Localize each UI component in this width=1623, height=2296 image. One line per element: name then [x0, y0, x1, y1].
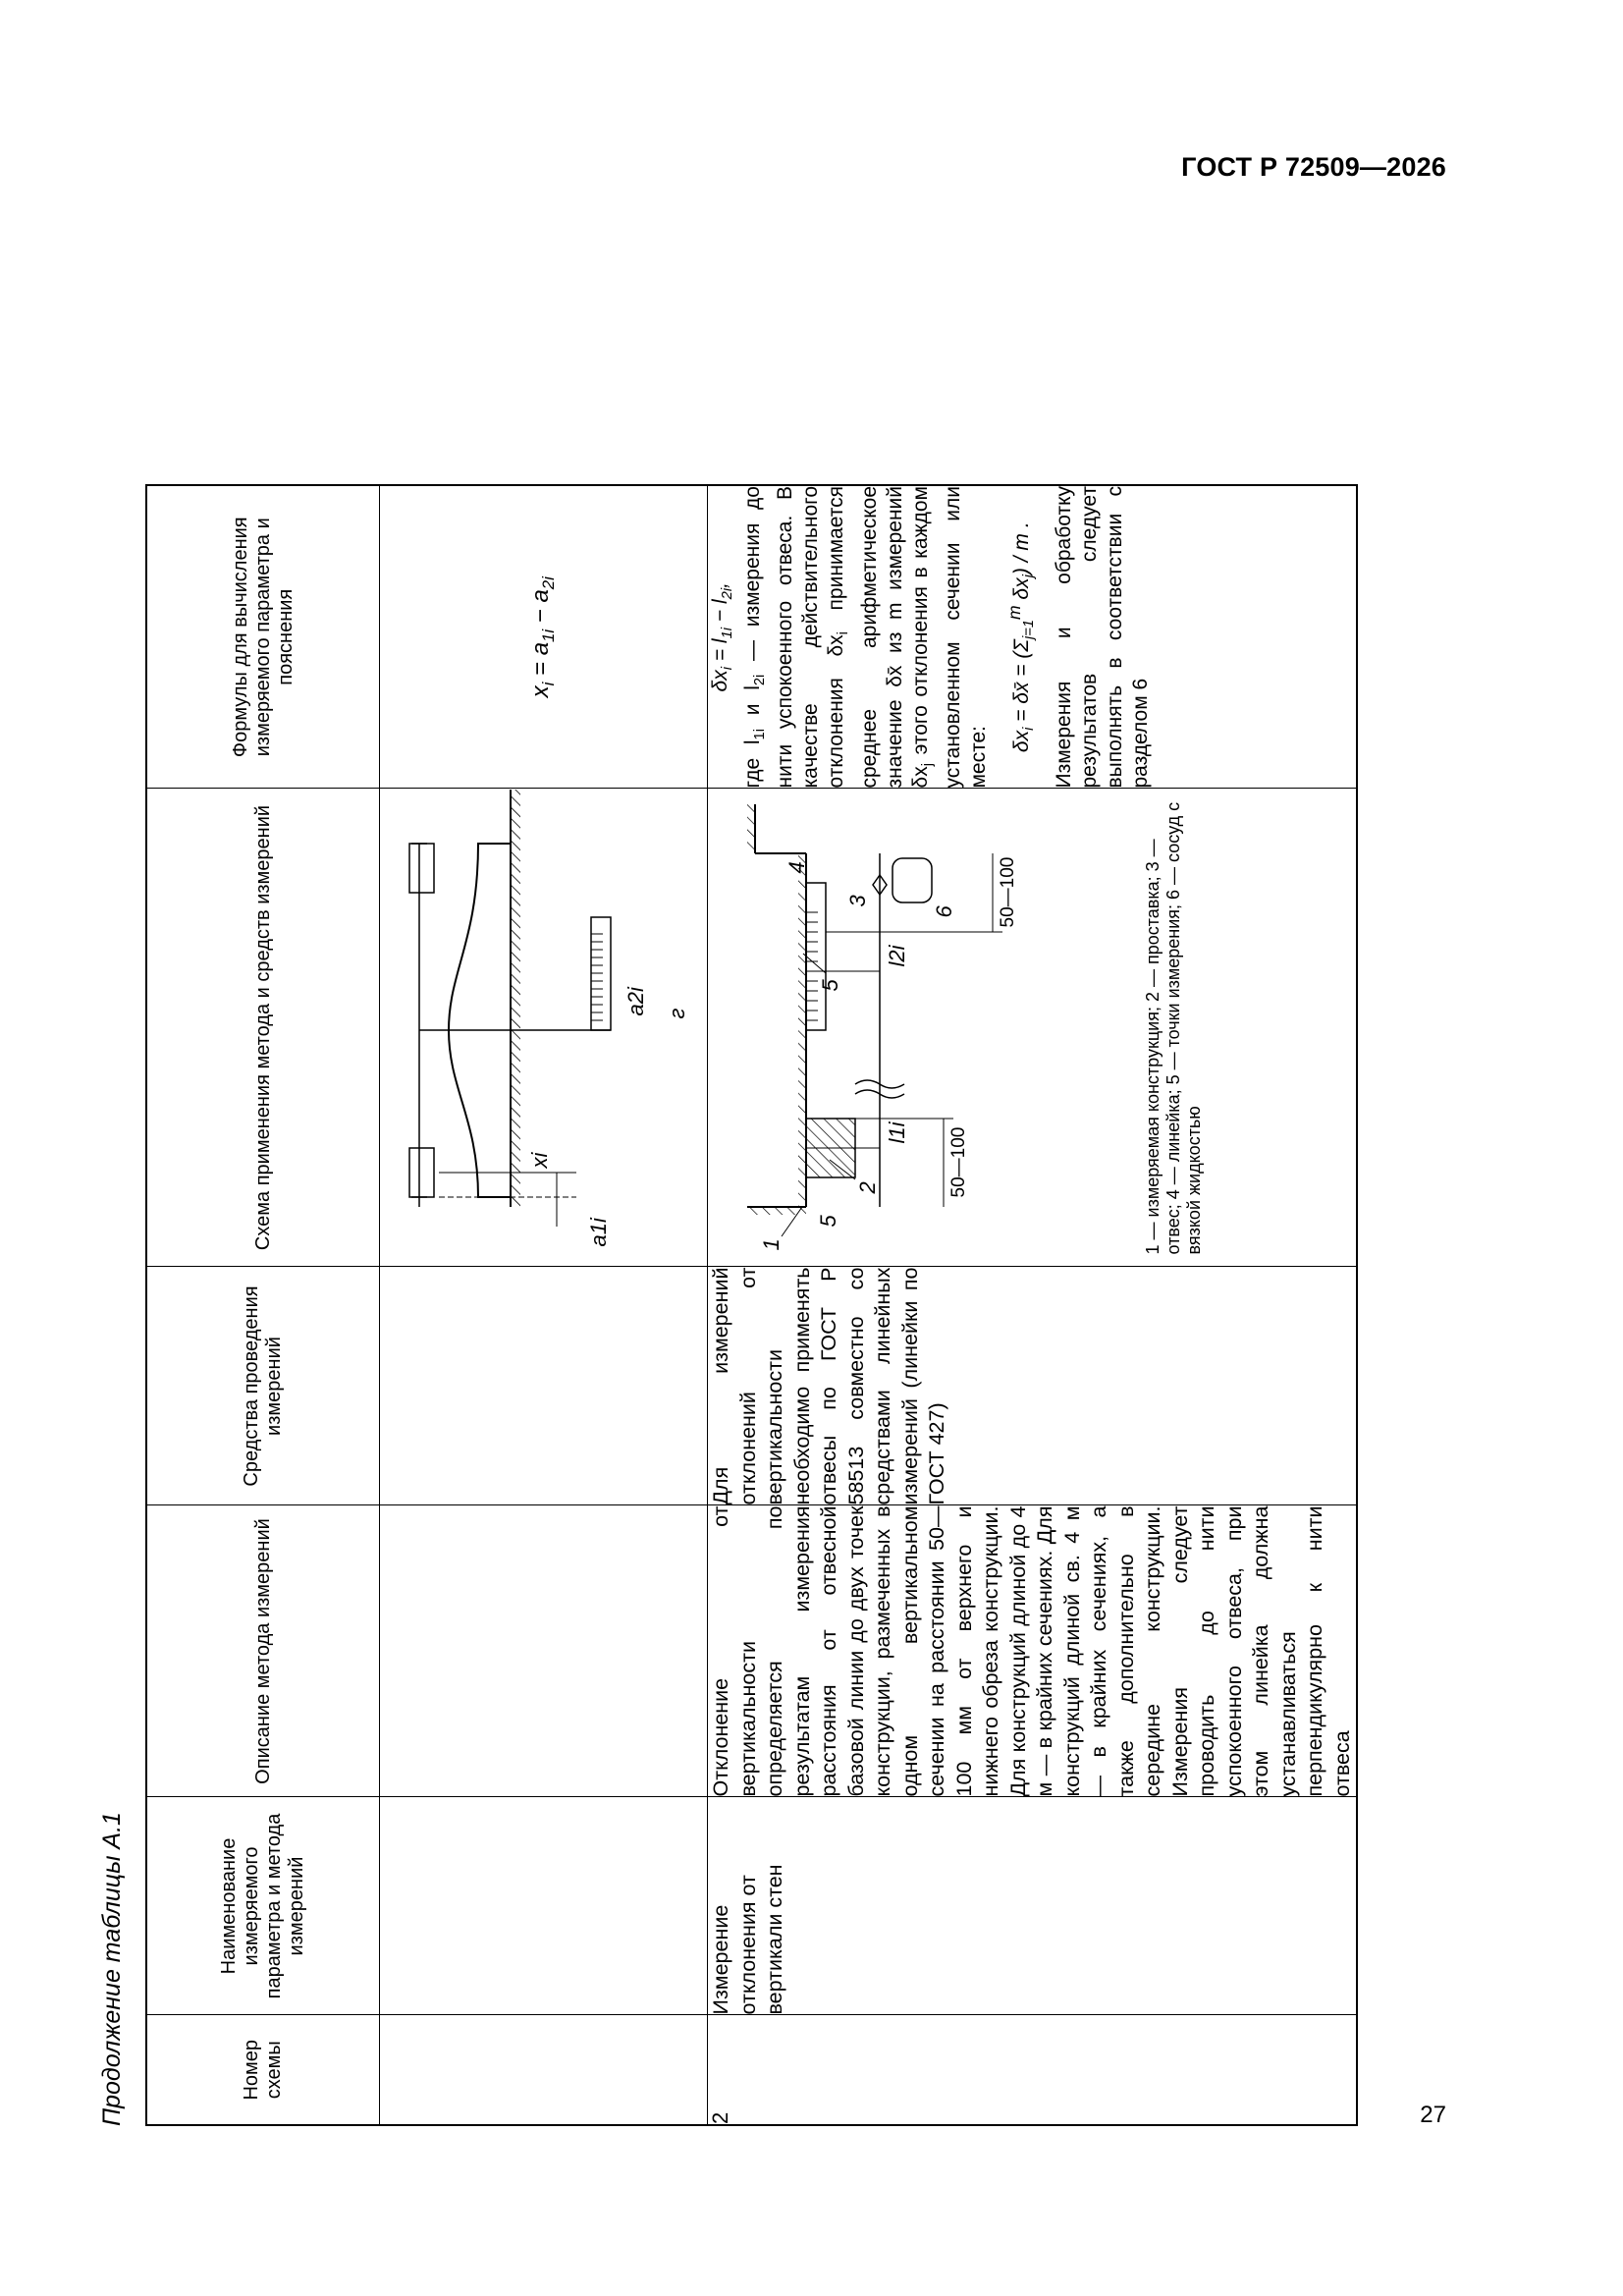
header-scheme-number: Номер схемы	[146, 2015, 380, 2125]
scheme-cell-g	[380, 789, 708, 1267]
dim-50-100-top: 50—100	[948, 1126, 969, 1198]
header-formulas: Формулы для вычисления измеряемого параметра и пояснения	[146, 485, 380, 789]
page-number: 27	[1420, 2102, 1446, 2128]
diagram-letter-g: г	[665, 1008, 689, 1019]
formula-xi	[527, 486, 559, 789]
header-measuring-means: Средства проведения измерений	[146, 1267, 380, 1505]
formula-mean: $\delta x_i$ = δx̄ = ($\Sigma_{j=1}^m$ $\delta x_j$) / m .	[1003, 521, 1037, 753]
label-a1i: a1i	[586, 1218, 611, 1247]
label-l1i: l1i	[885, 1121, 909, 1144]
empty-cell	[380, 1797, 708, 2015]
parameter-name: Измерение отклонения от вертикали стен	[708, 1797, 1358, 2015]
table-header-row	[146, 485, 380, 2125]
label-6: 6	[932, 905, 956, 918]
dim-50-100-bottom: 50—100	[998, 856, 1018, 928]
empty-cell	[380, 1505, 708, 1797]
label-4: 4	[784, 861, 809, 874]
header-parameter-name: Наименование измеряемого параметра и метода измерений	[146, 1797, 380, 2015]
diagram-legend: 1 — измеряемая конструкция; 2 — проставка; 3 — отвес; 4 — линейка; 5 — точки измерения; 6 — сосуд с вязкой жидкостью	[1143, 801, 1204, 1255]
label-a2i: a2i	[623, 987, 648, 1016]
label-5b: 5	[818, 979, 842, 992]
header-scheme: Схема применения метода и средств измерений	[146, 789, 380, 1267]
formula-delta-xi: $\delta x_i = l_{1i} - l_{2i}$,	[709, 582, 736, 692]
label-1: 1	[759, 1238, 784, 1251]
table-row-continuation	[380, 485, 708, 2125]
scheme-cell-main	[708, 789, 1358, 1267]
formula-note: Измерения и обработку результатов следует выполнять в соответствии с разделом 6	[1052, 486, 1152, 789]
rotated-table-region	[98, 486, 1354, 2126]
empty-cell	[380, 1267, 708, 1505]
scheme-number: 2	[708, 2015, 1358, 2125]
formula-cell-main	[708, 485, 1358, 789]
label-l2i: l2i	[885, 945, 909, 967]
formula-explanation: где $l_{1i}$ и $l_{2i}$ — измерения до нити успокоенного отвеса. В качестве действительного отклонения $\delta x_i$ принимается среднее арифметическое значение δx̄ из m измерений $\delta x_j$ этого отклонения в каждом установленном сечении или месте:	[741, 486, 990, 789]
diagram-g	[380, 789, 707, 1267]
measurement-table	[145, 484, 1358, 2126]
label-2: 2	[855, 1181, 880, 1194]
table-caption: Продолжение таблицы А.1	[98, 1812, 126, 2126]
measuring-means: Для измерений отклонений от вертикальности необходимо применять отвесы по ГОСТ Р 58513 совместно со средствами линейных измерений (линейки по ГОСТ 427)	[708, 1267, 1358, 1505]
formula-xi-text: $x_i = a_{1i} - a_{2i}$	[527, 576, 558, 698]
empty-cell	[380, 2015, 708, 2125]
label-5a: 5	[816, 1215, 840, 1228]
header-method-description: Описание метода измерений	[146, 1505, 380, 1797]
formula-cell-top	[380, 485, 708, 789]
table-row-2	[708, 485, 1358, 2125]
method-description: Отклонение от вертикальности определяется по результатам измерения расстояния от отвесной базовой линии до двух точек конструкции, размеченных в одном вертикальном сечении на расстоянии 50—100 мм от верхнего и нижнего обреза конструкции. Для конструкций длиной до 4 м — в крайних сечениях. Для конструкций длиной св. 4 м — в крайних сечениях, а также дополнительно в середине конструкции. Измерения следует проводить до нити успокоенного отвеса, при этом линейка должна устанавливаться перпендикулярно к нити отвеса	[708, 1505, 1358, 1797]
label-xi: xi	[527, 1152, 552, 1169]
document-header: ГОСТ Р 72509—2026	[1181, 152, 1446, 182]
label-3: 3	[845, 895, 870, 907]
